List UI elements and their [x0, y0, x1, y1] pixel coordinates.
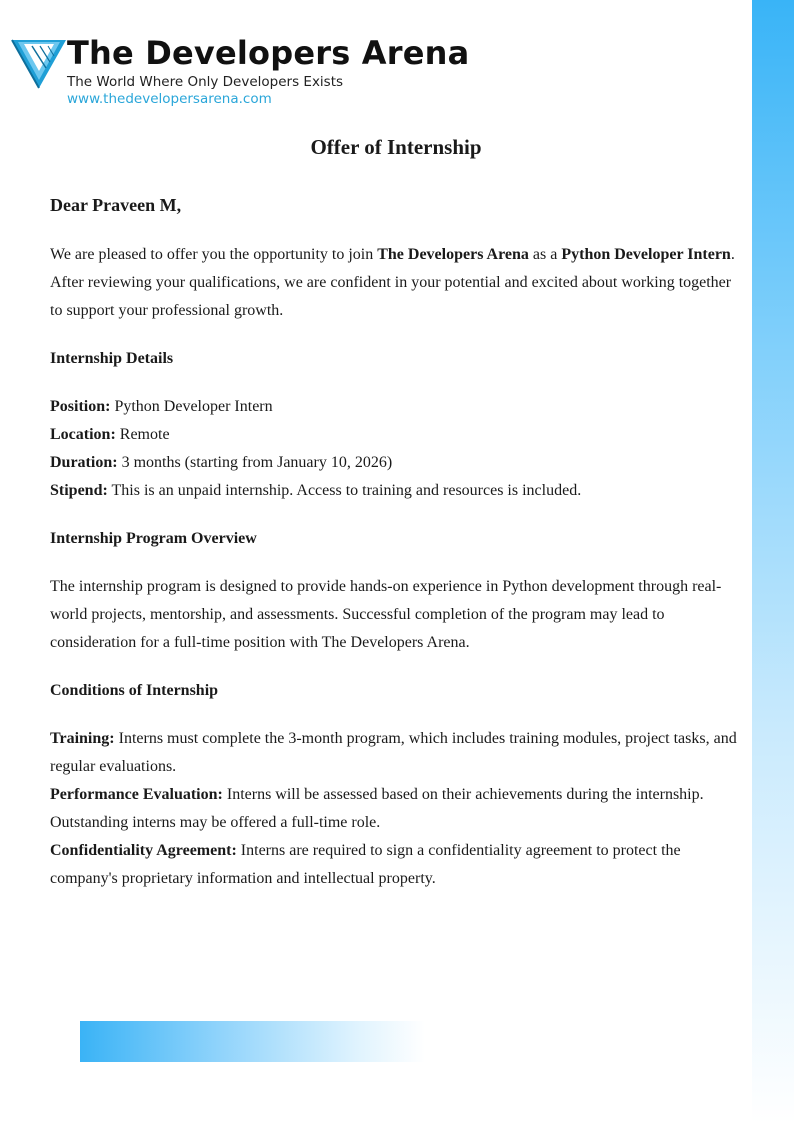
detail-value: Python Developer Intern — [110, 398, 273, 415]
letter-body — [50, 132, 738, 893]
brand-block — [67, 33, 469, 108]
side-accent-bar — [752, 0, 794, 1123]
intro-text-2: as a — [528, 246, 562, 263]
detail-label: Duration: — [50, 454, 118, 471]
document-title: Offer of Internship — [310, 135, 482, 159]
detail-item-duration — [50, 449, 738, 477]
details-heading: Internship Details — [50, 350, 174, 367]
intro-role: Python Developer Intern — [561, 246, 731, 263]
detail-label: Stipend: — [50, 482, 108, 499]
condition-item-confidentiality — [50, 837, 738, 893]
condition-value: Interns are required to sign a confidentiality agreement to protect the company's proprietary information and intellectual property. — [50, 842, 681, 887]
company-name: The Developers Arena — [67, 34, 470, 72]
detail-value: 3 months (starting from January 10, 2026) — [117, 454, 393, 471]
condition-value: Interns will be assessed based on their achievements during the internship. Outstanding interns may be offered a full-time role. — [50, 786, 704, 831]
overview-heading: Internship Program Overview — [50, 530, 257, 547]
details-list — [50, 393, 738, 505]
intro-paragraph — [50, 241, 738, 325]
footer-accent-band — [80, 1021, 425, 1062]
detail-item-location — [50, 421, 738, 449]
detail-label: Location: — [50, 426, 116, 443]
detail-item-stipend — [50, 477, 738, 505]
intro-text-3: . After reviewing your qualifications, we are confident in your potential and excited about working together to support your professional growth. — [50, 246, 735, 319]
overview-paragraph: The internship program is designed to provide hands-on experience in Python development through real-world projects, mentorship, and assessments. Successful completion of the program may lead to consideration for a full-time position with The Developers Arena. — [50, 578, 722, 651]
condition-label: Performance Evaluation: — [50, 786, 223, 803]
triangle-logo-icon — [10, 38, 68, 90]
intro-text-1: We are pleased to offer you the opportunity to join — [50, 246, 378, 263]
condition-item-performance — [50, 781, 738, 837]
conditions-heading: Conditions of Internship — [50, 682, 219, 699]
detail-value: Remote — [115, 426, 170, 443]
detail-item-position — [50, 393, 738, 421]
salutation: Dear Praveen M, — [50, 195, 182, 215]
condition-value: Interns must complete the 3-month program, which includes training modules, project tasks, and regular evaluations. — [50, 730, 737, 775]
detail-label: Position: — [50, 398, 111, 415]
intro-company-name: The Developers Arena — [377, 246, 529, 263]
detail-value: This is an unpaid internship. Access to training and resources is included. — [107, 482, 582, 499]
conditions-list — [50, 725, 738, 893]
condition-item-training — [50, 725, 738, 781]
company-tagline: The World Where Only Developers Exists — [67, 74, 344, 90]
company-website-link[interactable]: www.thedevelopersarena.com — [67, 91, 272, 107]
condition-label: Training: — [50, 730, 115, 747]
condition-label: Confidentiality Agreement: — [50, 842, 237, 859]
